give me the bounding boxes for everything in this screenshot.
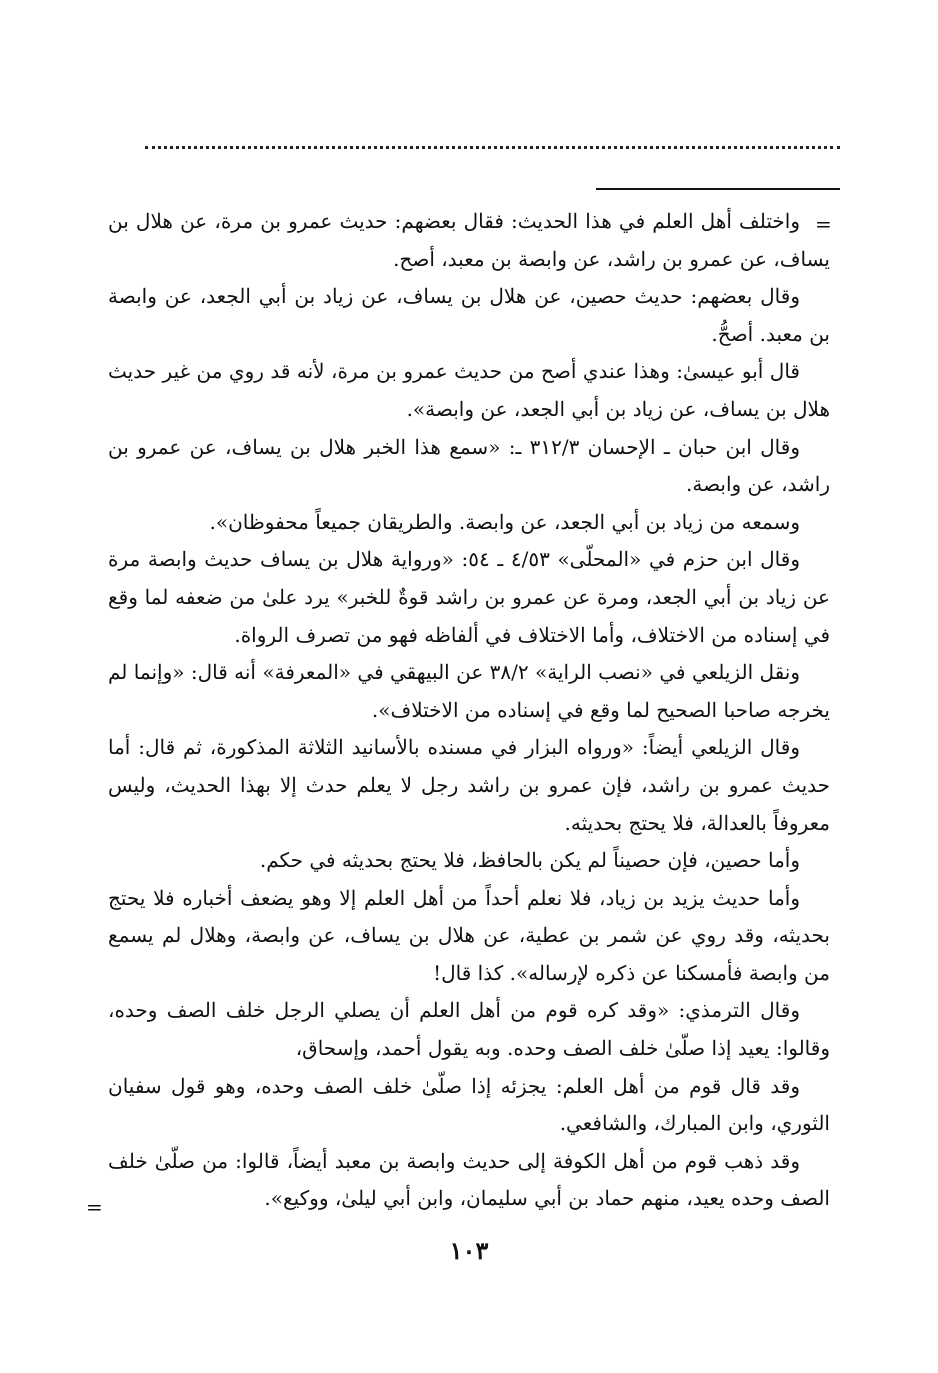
paragraph: وقد ذهب قوم من أهل الكوفة إلى حديث وابصة بن معبد أيضاً، قالوا: من صلّىٰ خلف الصف وحده يعيد، منهم حماد بن أبي سليمان، وابن أبي ليلىٰ، ووكيع». [108, 1148, 830, 1211]
continuation-mark-bottom: = [86, 1195, 103, 1219]
paragraph: قال أبو عيسىٰ: وهذا عندي أصح من حديث عمرو بن مرة، لأنه قد روي من غير حديث هلال بن يساف، عن زياد بن أبي الجعد، عن وابصة». [108, 359, 830, 421]
paragraph: وقال الترمذي: «وقد كره قوم من أهل العلم أن يصلي الرجل خلف الصف وحده، وقالوا: يعيد إذا صلّىٰ خلف الصف وحده. وبه يقول أحمد، وإسحاق، [108, 998, 830, 1061]
paragraph: وقال ابن حزم في «المحلّى» ٤/٥٣ ـ ٥٤: «ورواية هلال بن يساف حديث وابصة مرة عن زياد بن أبي الجعد، ومرة عن عمرو بن راشد قوةٌ للخبر» يرد علىٰ من ضعفه لما وقع في إسناده من الاختلاف، وأما الاختلاف في ألفاظه فهو من تصرف الرواة. [108, 547, 830, 647]
paragraph: وقال ابن حبان ـ الإحسان ٣١٢/٣ ـ: «سمع هذا الخبر هلال بن يساف، عن عمرو بن راشد، عن وابصة. [108, 434, 830, 497]
footnote-text [108, 203, 830, 1218]
paragraph: وسمعه من زياد بن أبي الجعد، عن وابصة. والطريقان جميعاً محفوظان». [209, 509, 800, 534]
paragraph: وأما حديث يزيد بن زياد، فلا نعلم أحداً من أهل العلم إلا وهو يضعف أخباره فلا يحتج بحديثه، وقد روي عن شمر بن عطية، عن هلال بن يساف، عن وابصة، وهلال لم يسمع من وابصة فأمسكنا عن ذكره لإرساله». كذا قال! [108, 885, 830, 985]
paragraph: وقد قال قوم من أهل العلم: يجزئه إذا صلّىٰ خلف الصف وحده، وهو قول سفيان الثوري، وابن المبارك، والشافعي. [108, 1073, 830, 1136]
paragraph: واختلف أهل العلم في هذا الحديث: فقال بعضهم: حديث عمرو بن مرة، عن هلال بن يساف، عن عمرو بن راشد، عن وابصة بن معبد، أصح. [108, 209, 830, 271]
dotted-separator [145, 146, 840, 149]
footnote-rule [596, 188, 840, 190]
continuation-mark-top: = [815, 212, 832, 236]
paragraph: ونقل الزيلعي في «نصب الراية» ٣٨/٢ عن البيهقي في «المعرفة» أنه قال: «وإنما لم يخرجه صاحبا الصحيح لما وقع في إسناده من الاختلاف». [108, 660, 830, 722]
page-number: ١٠٣ [449, 1236, 489, 1265]
paragraph: وقال بعضهم: حديث حصين، عن هلال بن يساف، عن زياد بن أبي الجعد، عن وابصة بن معبد. أصحُّ. [108, 284, 830, 346]
paragraph: وأما حصين، فإن حصيناً لم يكن بالحافظ، فلا يحتج بحديثه في حكم. [259, 848, 800, 873]
paragraph: وقال الزيلعي أيضاً: «ورواه البزار في مسنده بالأسانيد الثلاثة المذكورة، ثم قال: أما حديث عمرو بن راشد، فإن عمرو بن راشد رجل لا يعلم حدث إلا بهذا الحديث، وليس معروفاً بالعدالة، فلا يحتج بحديثه. [108, 735, 830, 835]
